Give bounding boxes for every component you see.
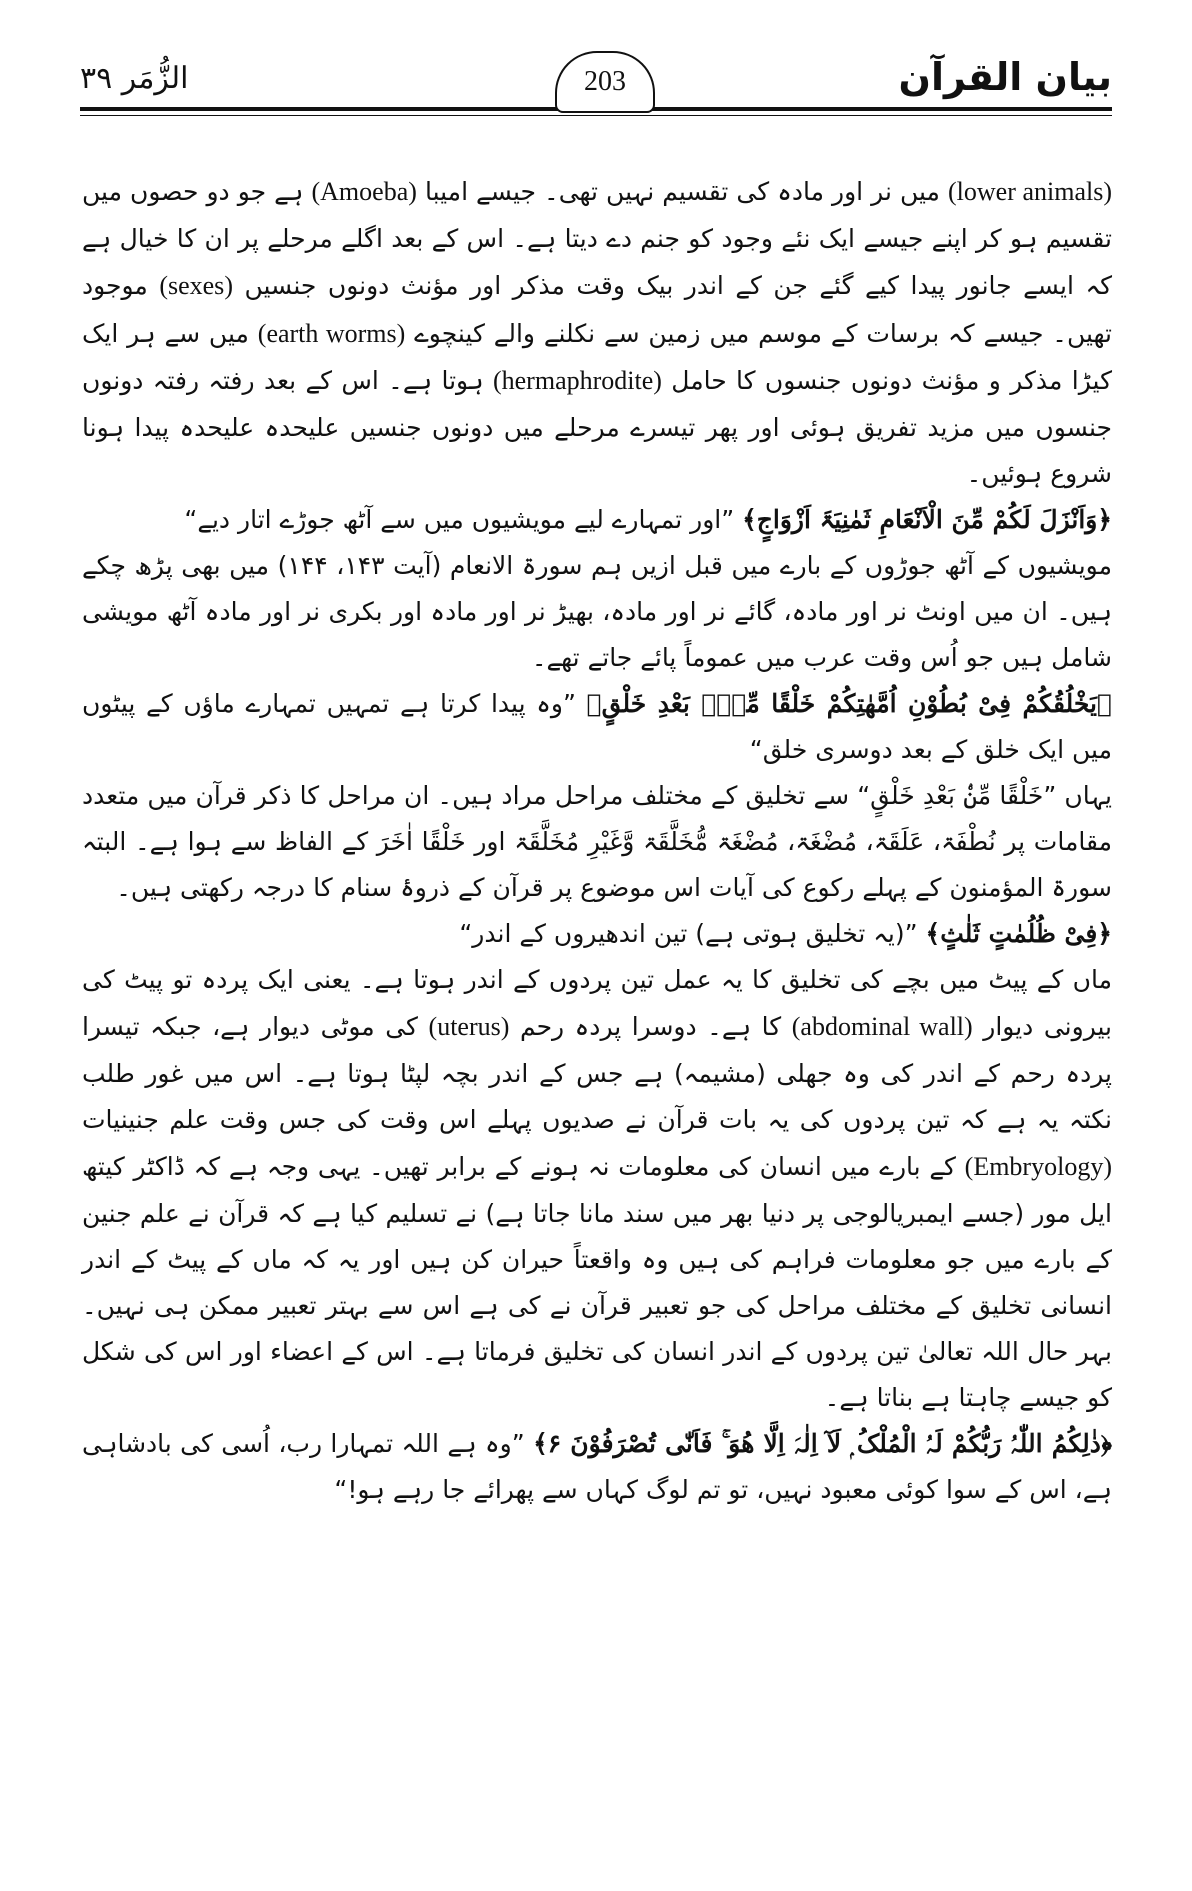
paragraph-text: ہوتا ہے۔ اس کے بعد رفتہ رفتہ دونوں جنسوں میں مزید تفریق ہوئی اور پھر تیسرے مرحلے میں دونوں جنسیں علیحدہ علیحدہ پیدا ہونا شروع ہوئیں۔ — [82, 366, 1112, 489]
verse-translation: ”(یہ تخلیق ہوتی ہے) تین اندھیروں کے اندر“ — [459, 919, 926, 949]
quran-verse: ﴿وَاَنْزَلَ لَکُمْ مِّنَ الْاَنْعَامِ ثَمٰنِیَۃَ اَزْوَاجٍ﴾ — [742, 505, 1112, 535]
page-number-frame — [555, 51, 655, 113]
latin-term: (sexes) — [159, 270, 233, 300]
latin-term: (abdominal wall) — [791, 1012, 973, 1042]
paragraph — [82, 773, 1112, 911]
latin-term: (uterus) — [428, 1012, 510, 1042]
verse-translation: ”اور تمہارے لیے مویشیوں میں سے آٹھ جوڑے اتار دیے“ — [184, 505, 743, 535]
paragraph — [82, 543, 1112, 681]
latin-term: (earth worms) — [257, 318, 406, 348]
verse-translation: ”وہ ہے اللہ تمہارا رب، اُسی کی بادشاہی ہے، اس کے سوا کوئی معبود نہیں، تو تم لوگ کہاں سے پھرائے جا رہے ہو!“ — [82, 1428, 1112, 1504]
book-title: بیان القرآن — [887, 55, 1112, 99]
header-rule-thin — [80, 115, 1112, 116]
quran-verse: ﴿یَخْلُقُکُمْ فِیْ بُطُوْنِ اُمَّھٰتِکُمْ خَلْقًا مِّنْۢ بَعْدِ خَلْقٍ﴾ — [586, 689, 1112, 719]
paragraph — [82, 957, 1112, 1421]
latin-term: (Amoeba) — [311, 177, 417, 206]
verse-translation: ”وہ پیدا کرتا ہے تمہیں تمہارے ماؤں کے پیٹوں میں ایک خلق کے بعد دوسری خلق“ — [82, 689, 1112, 765]
paragraph-text: میں سے ہر ایک کیڑا مذکر و مؤنث دونوں جنسوں کا حامل — [82, 318, 1112, 396]
page-number: 203 — [584, 66, 626, 97]
paragraph-text: موجود تھیں۔ جیسے کہ برسات کے موسم میں زمین سے نکلنے والے کینچوے — [82, 270, 1112, 348]
page-body — [82, 168, 1112, 1513]
verse-block — [82, 1421, 1112, 1513]
paragraph — [82, 168, 1112, 497]
running-header — [80, 55, 1112, 115]
verse-block — [82, 497, 1112, 543]
paragraph-text: کا ہے۔ دوسرا پردہ رحم — [509, 1012, 792, 1042]
paragraph-text: کے بارے میں انسان کی معلومات نہ ہونے کے برابر تھیں۔ یہی وجہ ہے کہ ڈاکٹر کیتھ ایل مور (جسے ایمبریالوجی پر دنیا بھر میں سند مانا جاتا ہے) نے تسلیم کیا ہے کہ قرآن نے علم جنین کے بارے میں جو معلومات فراہم کی ہیں وہ واقعتاً حیران کن ہیں اور یہ کہ ماں کے پیٹ کے اندر انسانی تخلیق کے مختلف مراحل کی جو تعبیر قرآن نے کی ہے اس سے بہتر تعبیر ممکن ہی نہیں۔ بہر حال اللہ تعالیٰ تین پردوں کے اندر انسان کی تخلیق فرماتا ہے۔ اس کے اعضاء اور اس کی شکل کو جیسے چاہتا ہے بناتا ہے۔ — [82, 1152, 1112, 1412]
verse-block — [82, 681, 1112, 773]
latin-term: (hermaphrodite) — [492, 366, 662, 396]
paragraph-text: ماں کے پیٹ میں بچے کی تخلیق کا یہ عمل تین پردوں کے اندر ہوتا ہے۔ یعنی ایک پردہ تو پیٹ کی بیرونی دیوار — [82, 965, 1112, 1042]
paragraph-text: یہاں ”خَلْقًا مِّنْۢ بَعْدِ خَلْقٍ“ سے تخلیق کے مختلف مراحل مراد ہیں۔ ان مراحل کا ذکر قرآن میں متعدد مقامات پر نُطْفَۃ، عَلَقَۃ، مُضْغَۃ، مُضْغَۃ مُّخَلَّقَۃ وَّغَیْرِ مُخَلَّقَۃ اور خَلْقًا اٰخَرَ کے الفاظ سے ہوا ہے۔ البتہ سورۃ المؤمنون کے پہلے رکوع کی آیات اس موضوع پر قرآن کے ذروۂ سنام کا درجہ رکھتی ہیں۔ — [82, 781, 1112, 903]
latin-term: (lower animals) — [947, 177, 1112, 206]
latin-term: (Embryology) — [964, 1152, 1112, 1182]
surah-label: الزُّمَر ۳۹ — [80, 61, 198, 96]
quran-verse: ﴿فِیْ ظُلُمٰتٍ ثَلٰثٍ﴾ — [925, 919, 1112, 949]
quran-verse: ﴿ذٰلِکُمُ اللّٰہُ رَبُّکُمْ لَہُ الْمُلْکُ ۭ لَآ اِلٰہَ اِلَّا ھُوَ ۚ فَاَنّٰی تُصْرَفُوْنَ ۶﴾ — [533, 1428, 1112, 1458]
paragraph-text: کی موٹی دیوار ہے، جبکہ تیسرا پردہ رحم کے اندر کی وہ جھلی (مشیمہ) ہے جس کے اندر بچہ لپٹا ہوتا ہے۔ اس میں غور طلب نکتہ یہ ہے کہ تین پردوں کی یہ بات قرآن نے صدیوں پہلے اس وقت کی جس وقت علم جنینیات — [82, 1012, 1112, 1135]
paragraph-text: میں نر اور مادہ کی تقسیم نہیں تھی۔ جیسے امیبا — [416, 177, 948, 206]
paragraph-text: ہے جو دو حصوں میں تقسیم ہو کر اپنے جیسے ایک نئے وجود کو جنم دے دیتا ہے۔ اس کے بعد اگلے مرحلے پر ان کا خیال ہے کہ ایسے جانور پیدا کیے گئے جن کے اندر بیک وقت مذکر اور مؤنث دونوں جنسیں — [82, 177, 1112, 300]
paragraph-text: مویشیوں کے آٹھ جوڑوں کے بارے میں قبل ازیں ہم سورۃ الانعام (آیت ۱۴۳، ۱۴۴) میں بھی پڑھ چکے ہیں۔ ان میں اونٹ نر اور مادہ، گائے نر اور مادہ، بھیڑ نر اور مادہ اور بکری نر اور مادہ آٹھ مویشی شامل ہیں جو اُس وقت عرب میں عموماً پائے جاتے تھے۔ — [82, 551, 1112, 673]
verse-block — [82, 911, 1112, 957]
